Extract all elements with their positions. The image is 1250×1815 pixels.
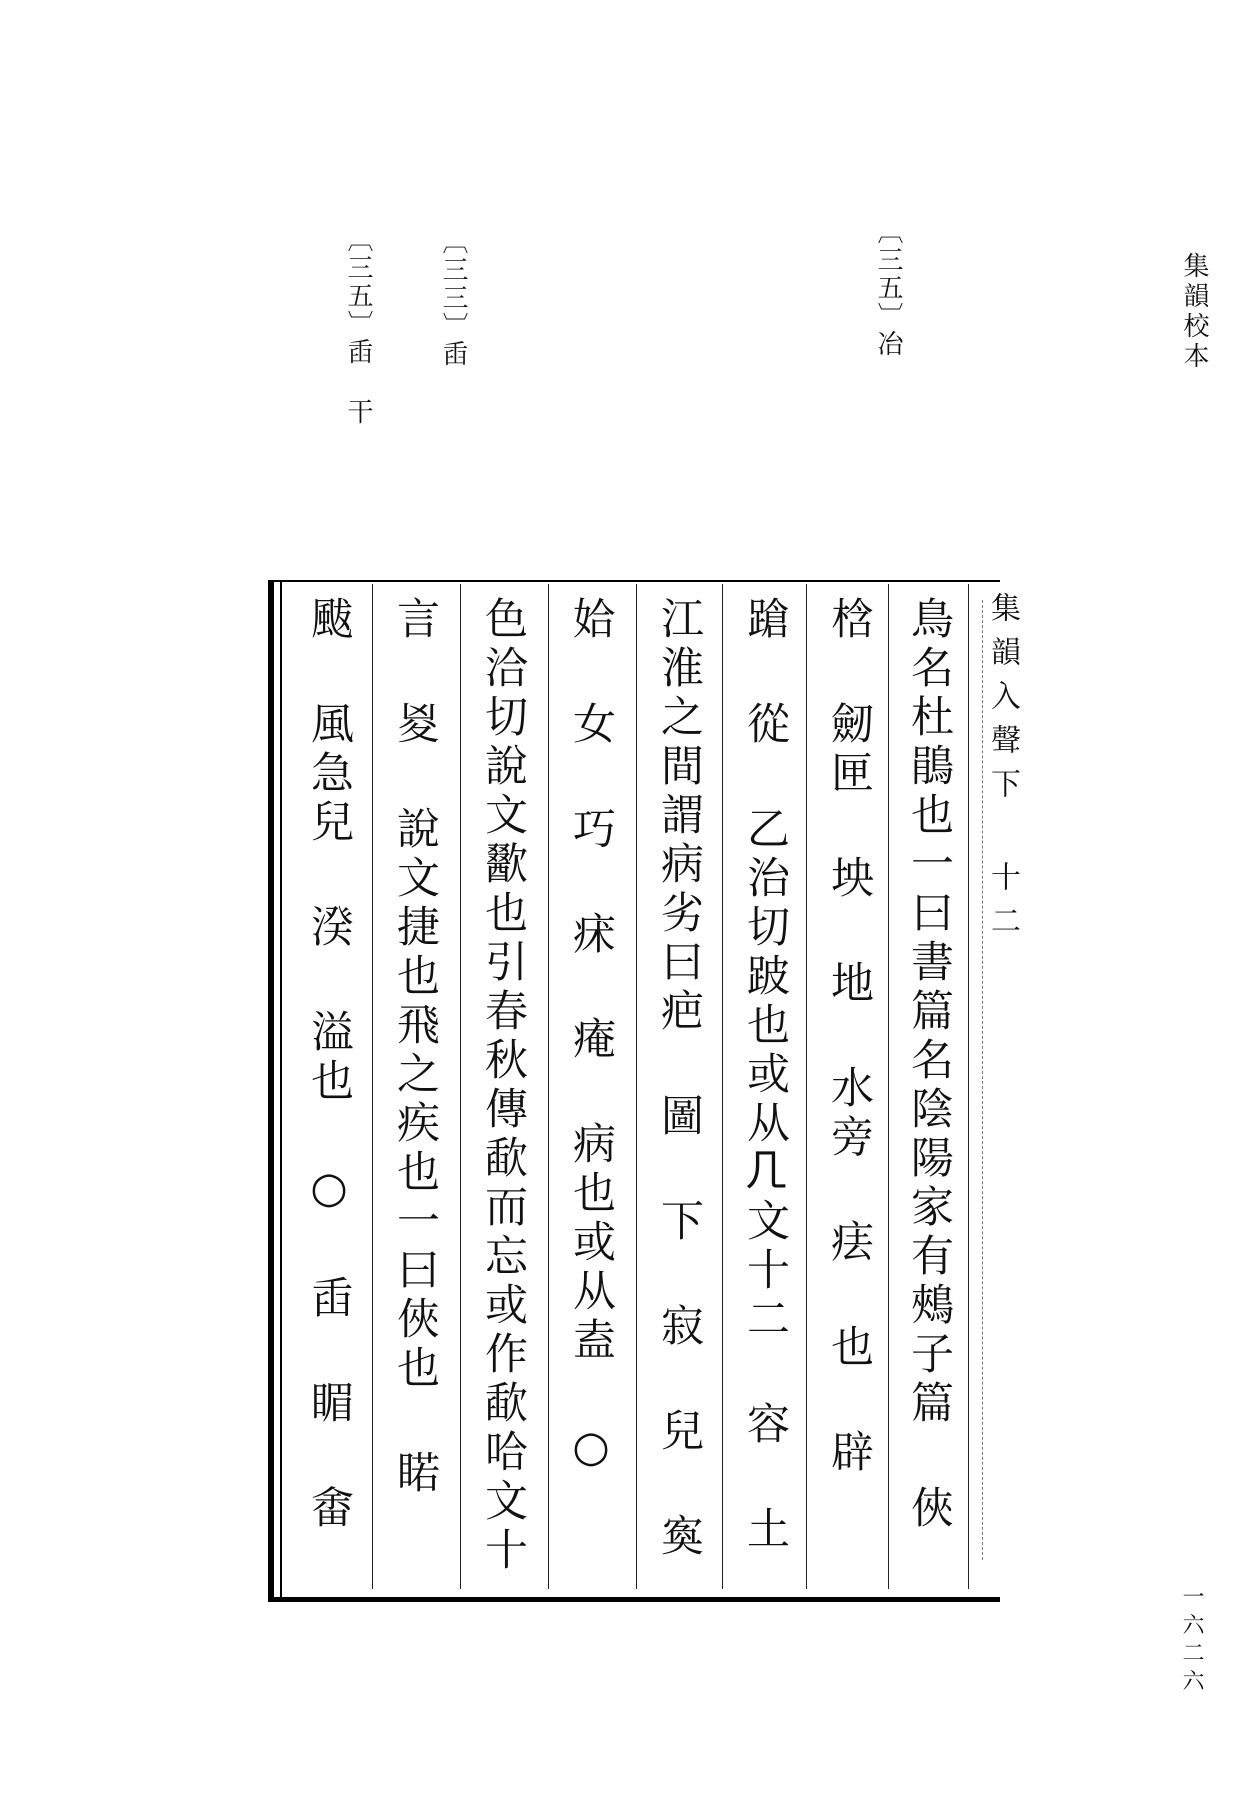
text-column: 江淮之間謂病劣曰疤 圖 下 寂 兒 寏 <box>654 596 704 1562</box>
text-column: 梒 劒匣 坱 地 水旁 㾀 也 辟 <box>824 596 874 1478</box>
column-rule <box>722 584 723 1589</box>
column-rule <box>460 584 461 1589</box>
column-rule <box>372 584 373 1589</box>
text-column: 鳥名杜鵑也一曰書篇名陰陽家有鵊子篇 俠 <box>904 596 954 1534</box>
column-rule <box>968 584 969 1589</box>
text-column: 颰 風急兒 湀 溢也 ○ 臿 睸 畬 <box>304 596 354 1534</box>
text-column: 言 㚇 說文捷也飛之疾也一曰俠也 睰 <box>390 596 440 1499</box>
margin-note: 〔三五〕臿 干 <box>343 226 373 426</box>
column-rule <box>806 584 807 1589</box>
column-rule <box>636 584 637 1589</box>
running-title: 集韻校本 <box>1179 252 1209 372</box>
text-column: 蹌 從 乙治切跛也或从𠘧文十二 容 土 <box>740 596 790 1555</box>
text-column: 姶 女 巧 㾁 痷 病也或从盍 ○ <box>566 596 616 1478</box>
margin-note: 〔三五〕冶 <box>873 218 903 358</box>
column-rule <box>888 584 889 1589</box>
column-rule <box>548 584 549 1589</box>
text-column: 色洽切說文歠也引春秋傳歃而忘或作歃哈文十 <box>478 596 528 1576</box>
banxin-label: 集韻入聲下 十二 <box>985 592 1020 949</box>
margin-note: 〔三三〕臿 <box>438 228 468 368</box>
page-number: 一六二六 <box>1179 1585 1204 1697</box>
